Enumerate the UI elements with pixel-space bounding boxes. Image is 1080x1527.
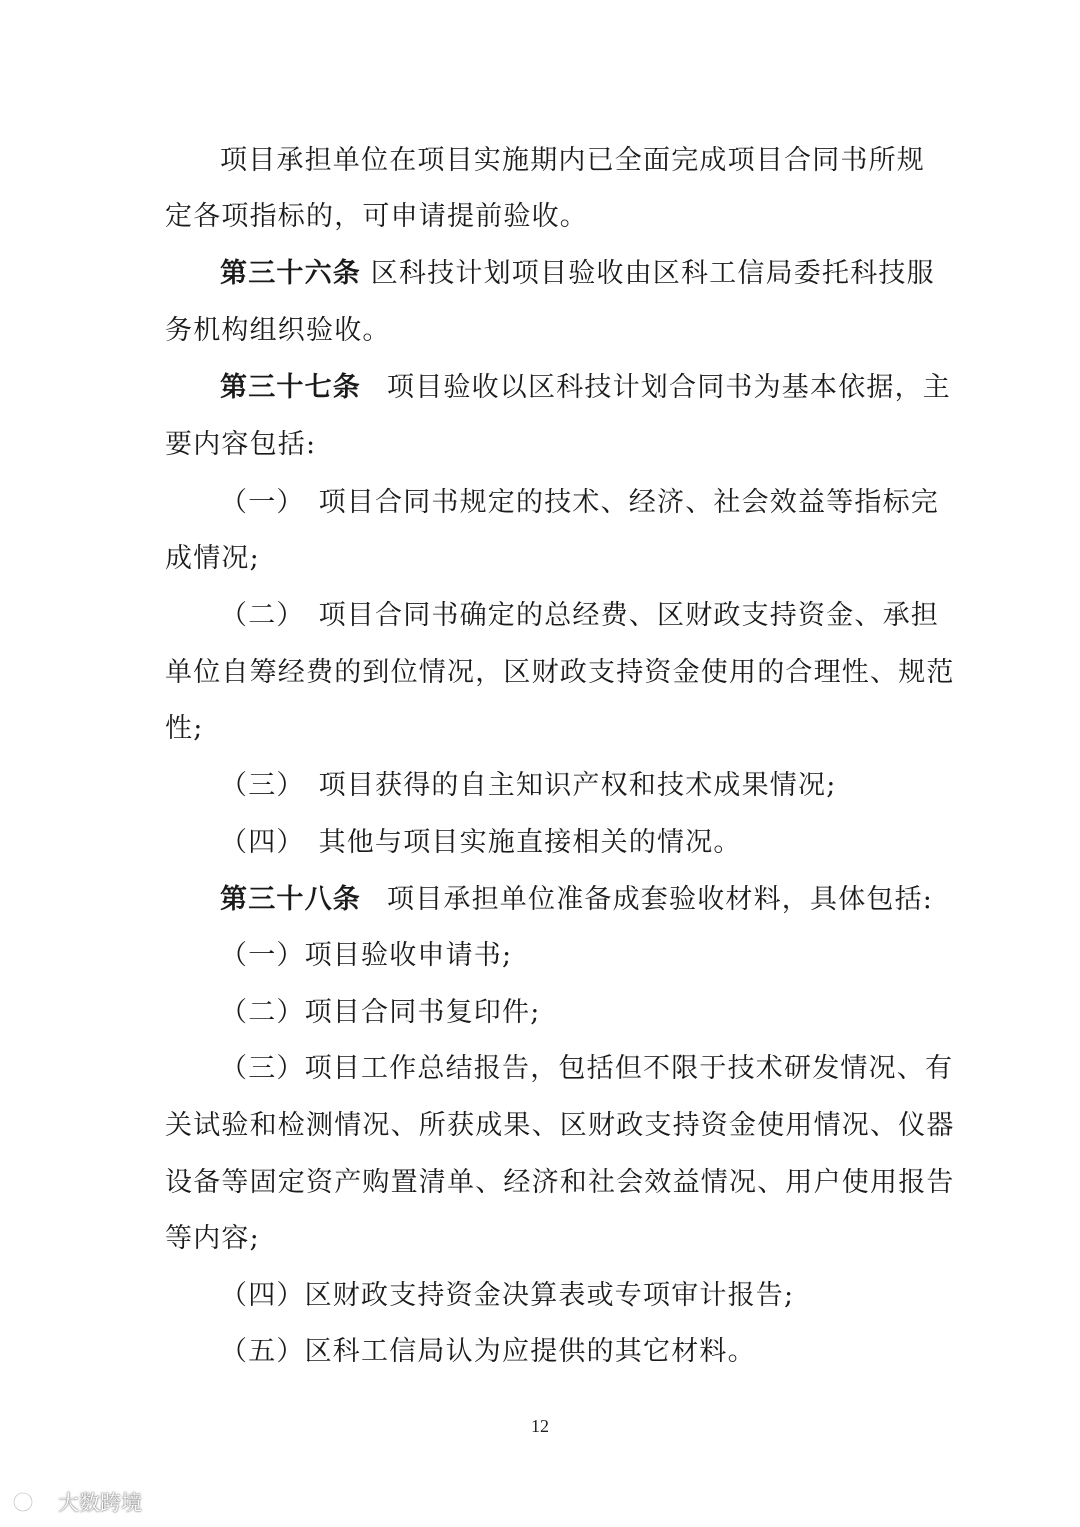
article-heading: 第三十七条	[220, 372, 361, 403]
watermark	[12, 1488, 142, 1516]
page-number: 12	[531, 1416, 549, 1436]
list-item	[220, 826, 742, 860]
article-text: 项目验收以区科技计划合同书为基本依据，主	[387, 372, 951, 403]
list-item: （三）项目工作总结报告，包括但不限于技术研发情况、有	[220, 1053, 954, 1084]
list-item	[220, 769, 837, 803]
list-marker: （四）	[220, 827, 305, 858]
paragraph-line: 单位自筹经费的到位情况，区财政支持资金使用的合理性、规范	[165, 657, 955, 688]
list-marker: （一）	[220, 487, 305, 518]
paragraph-line: 务机构组织验收。	[165, 315, 391, 346]
article-text: 项目承担单位准备成套验收材料，具体包括:	[387, 884, 934, 915]
logo-icon	[12, 1489, 54, 1515]
paragraph-line: 关试验和检测情况、所获成果、区财政支持资金使用情况、仪器	[165, 1110, 955, 1141]
paragraph-line: 要内容包括:	[165, 429, 317, 460]
list-marker: （二）	[220, 600, 305, 631]
article-37-line-1	[220, 371, 951, 405]
list-marker: （三）	[220, 770, 305, 801]
article-38-line-1	[220, 883, 933, 917]
article-heading: 第三十八条	[220, 884, 361, 915]
list-item	[220, 486, 940, 520]
paragraph-line: 成情况;	[165, 543, 260, 574]
article-heading: 第三十六条	[220, 258, 361, 289]
paragraph-line: 设备等固定资产购置清单、经济和社会效益情况、用户使用报告	[165, 1167, 955, 1198]
list-item: （二）项目合同书复印件;	[220, 997, 541, 1028]
list-item	[220, 599, 940, 633]
list-item-text: 项目合同书确定的总经费、区财政支持资金、承担	[318, 600, 940, 631]
article-36-line-1	[220, 257, 935, 291]
watermark-text: 大数跨境	[58, 1491, 142, 1515]
paragraph-line: 等内容;	[165, 1223, 260, 1254]
article-text: 区科技计划项目验收由区科工信局委托科技服	[370, 258, 935, 289]
paragraph-line: 定各项指标的，可申请提前验收。	[165, 201, 588, 232]
list-item-text: 项目合同书规定的技术、经济、社会效益等指标完	[318, 487, 940, 518]
list-item: （一）项目验收申请书;	[220, 940, 513, 971]
paragraph-line: 项目承担单位在项目实施期内已全面完成项目合同书所规	[220, 145, 925, 176]
list-item: （四）区财政支持资金决算表或专项审计报告;	[220, 1280, 795, 1311]
list-item-text: 其他与项目实施直接相关的情况。	[318, 827, 742, 858]
paragraph-line: 性;	[165, 713, 204, 744]
list-item-text: 项目获得的自主知识产权和技术成果情况;	[318, 770, 837, 801]
list-item: （五）区科工信局认为应提供的其它材料。	[220, 1336, 756, 1367]
